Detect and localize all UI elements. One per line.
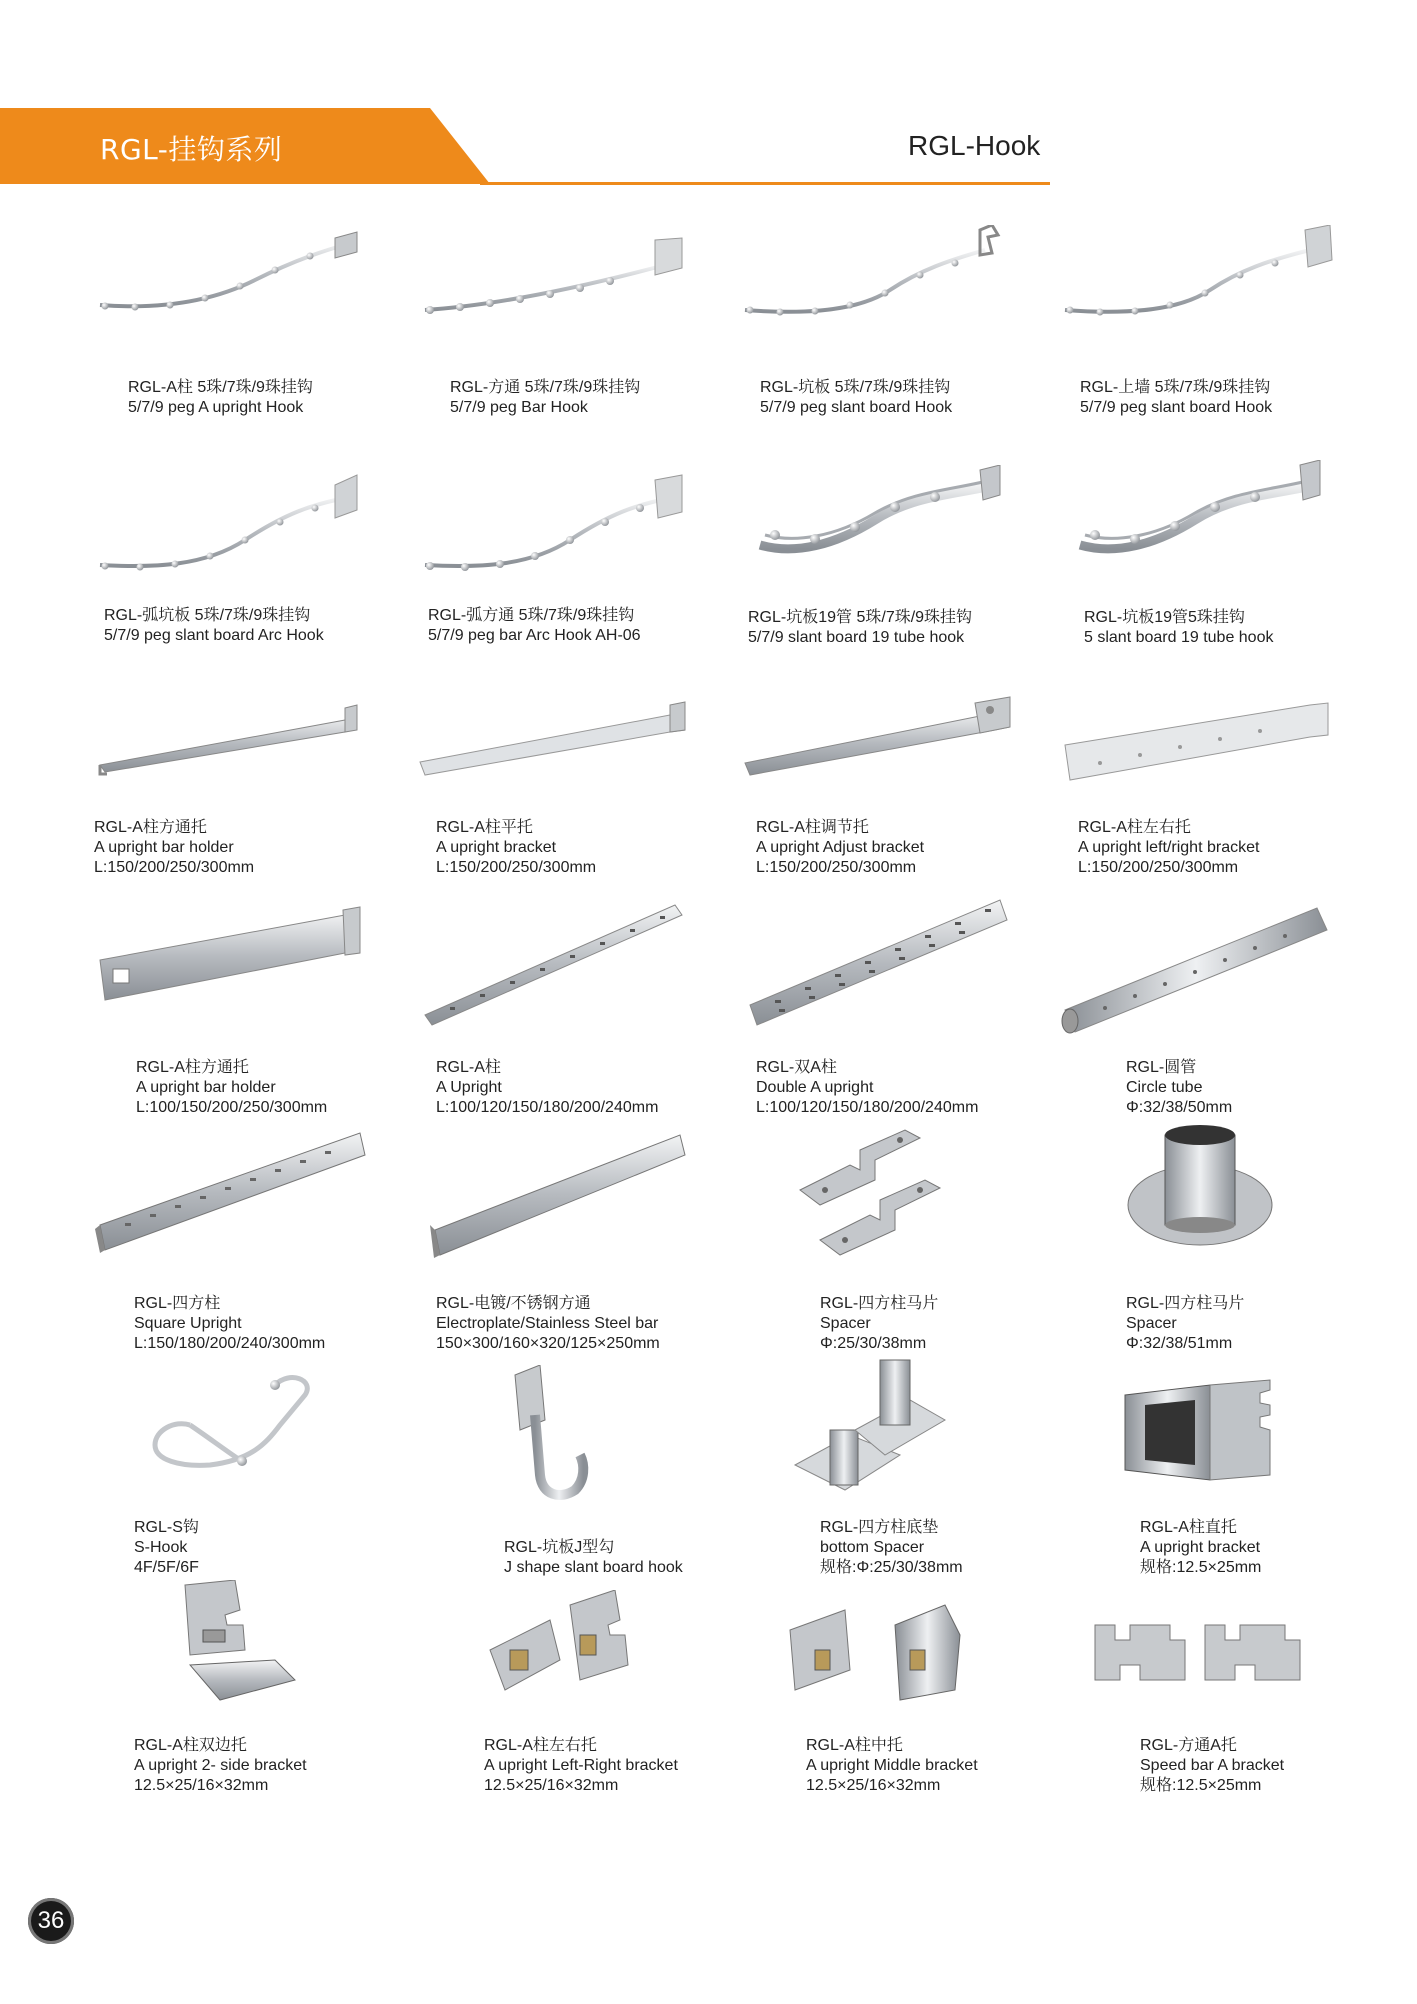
product-caption: RGL-坑板19管5珠挂钩 5 slant board 19 tube hook: [1084, 609, 1274, 646]
product-image-bar-arc-hook: [420, 470, 690, 580]
product-caption: RGL-A柱调节托 A upright Adjust bracket L:150/200/250/300mm: [756, 819, 925, 876]
product-image-a-upright-2-side-bracket: [165, 1580, 305, 1720]
product-caption: RGL-坑板 5珠/7珠/9珠挂钩 5/7/9 peg slant board Hook: [760, 379, 953, 416]
product-caption: RGL-四方柱马片 Spacer Φ:32/38/51mm: [1126, 1295, 1245, 1352]
product-image-a-upright-left-right-bracket: [480, 1590, 640, 1720]
product-image-a-upright-bar-holder: [95, 700, 365, 780]
header-divider-line: [480, 182, 1050, 185]
product-image-square-spacer: [790, 1120, 960, 1260]
product-caption: RGL-A柱双边托 A upright 2- side bracket 12.5×25/16×32mm: [134, 1737, 307, 1794]
product-caption: RGL-四方柱底垫 bottom Spacer 规格:Φ:25/30/38mm: [820, 1519, 963, 1576]
header-title-cn: RGL-挂钩系列: [100, 133, 283, 166]
product-caption: RGL-圆管 Circle tube Φ:32/38/50mm: [1126, 1059, 1233, 1116]
product-caption: RGL-四方柱马片 Spacer Φ:25/30/38mm: [820, 1295, 939, 1352]
product-image-slant-board-arc-hook: [95, 470, 365, 580]
product-caption: RGL-坑板19管 5珠/7珠/9珠挂钩 5/7/9 slant board 19 tube hook: [748, 609, 973, 646]
product-caption: RGL-A柱平托 A upright bracket L:150/200/250/300mm: [436, 819, 597, 876]
product-caption: RGL-A柱方通托 A upright bar holder L:100/150/200/250/300mm: [136, 1059, 328, 1116]
product-caption: RGL-电镀/不锈钢方通 Electroplate/Stainless Steel bar 150×300/160×320/125×250mm: [436, 1295, 660, 1352]
product-caption: RGL-A柱直托 A upright bracket 规格:12.5×25mm: [1140, 1519, 1262, 1576]
product-caption: RGL-坑板J型勾 J shape slant board hook: [504, 1539, 683, 1576]
product-image-a-upright-middle-bracket: [785, 1595, 970, 1715]
product-image-a-upright-left-right-bracket: [1060, 695, 1335, 785]
product-image-stainless-steel-bar: [430, 1130, 690, 1265]
product-image-a-upright: [420, 900, 690, 1030]
product-caption: RGL-弧方通 5珠/7珠/9珠挂钩 5/7/9 peg bar Arc Hook AH-06: [428, 607, 641, 644]
product-caption: RGL-A柱方通托 A upright bar holder L:150/200/250/300mm: [94, 819, 255, 876]
product-caption: RGL-双A柱 Double A upright L:100/120/150/180/200/240mm: [756, 1059, 979, 1116]
product-image-slant-board-19-tube-5-hook: [1075, 460, 1325, 565]
product-image-double-a-upright: [745, 895, 1010, 1030]
product-caption: RGL-弧坑板 5珠/7珠/9珠挂钩 5/7/9 peg slant board Arc Hook: [104, 607, 324, 644]
product-caption: RGL-方通A托 Speed bar A bracket 规格:12.5×25mm: [1140, 1737, 1285, 1794]
product-caption: RGL-A柱 5珠/7珠/9珠挂钩 5/7/9 peg A upright Hook: [128, 379, 313, 416]
product-image-a-upright-hook: [95, 230, 365, 320]
product-caption: RGL-S钩 S-Hook 4F/5F/6F: [134, 1519, 199, 1576]
product-image-slant-board-hook: [740, 225, 1010, 320]
product-image-a-upright-bracket: [415, 700, 690, 780]
product-image-a-upright-straight-bracket: [1115, 1375, 1280, 1490]
product-image-slant-board-19-tube-hook: [755, 465, 1005, 565]
product-caption: RGL-A柱左右托 A upright Left-Right bracket 12.5×25/16×32mm: [484, 1737, 678, 1794]
product-caption: RGL-四方柱 Square Upright L:150/180/200/240/300mm: [134, 1295, 326, 1352]
product-image-wall-hook: [1060, 225, 1340, 320]
product-image-bar-hook: [420, 230, 690, 320]
page-number: 36: [28, 1898, 74, 1944]
product-caption: RGL-A柱左右托 A upright left/right bracket L:150/200/250/300mm: [1078, 819, 1260, 876]
product-image-speed-bar-a-bracket: [1090, 1615, 1310, 1695]
product-caption: RGL-上墙 5珠/7珠/9珠挂钩 5/7/9 peg slant board Hook: [1080, 379, 1273, 416]
product-image-a-upright-bar-holder-large: [95, 905, 365, 1005]
product-image-j-shape-hook: [500, 1365, 620, 1505]
product-image-a-upright-adjust-bracket: [740, 695, 1015, 780]
product-caption: RGL-A柱中托 A upright Middle bracket 12.5×25/16×32mm: [806, 1737, 978, 1794]
product-image-square-upright: [95, 1125, 370, 1260]
product-caption: RGL-方通 5珠/7珠/9珠挂钩 5/7/9 peg Bar Hook: [450, 379, 641, 416]
product-image-bottom-spacer: [790, 1355, 950, 1505]
product-image-circle-tube: [1055, 900, 1335, 1040]
product-image-round-spacer: [1125, 1120, 1275, 1255]
product-caption: RGL-A柱 A Upright L:100/120/150/180/200/240mm: [436, 1059, 659, 1116]
header-title-en: RGL-Hook: [908, 130, 1041, 161]
product-image-s-hook: [130, 1365, 330, 1485]
